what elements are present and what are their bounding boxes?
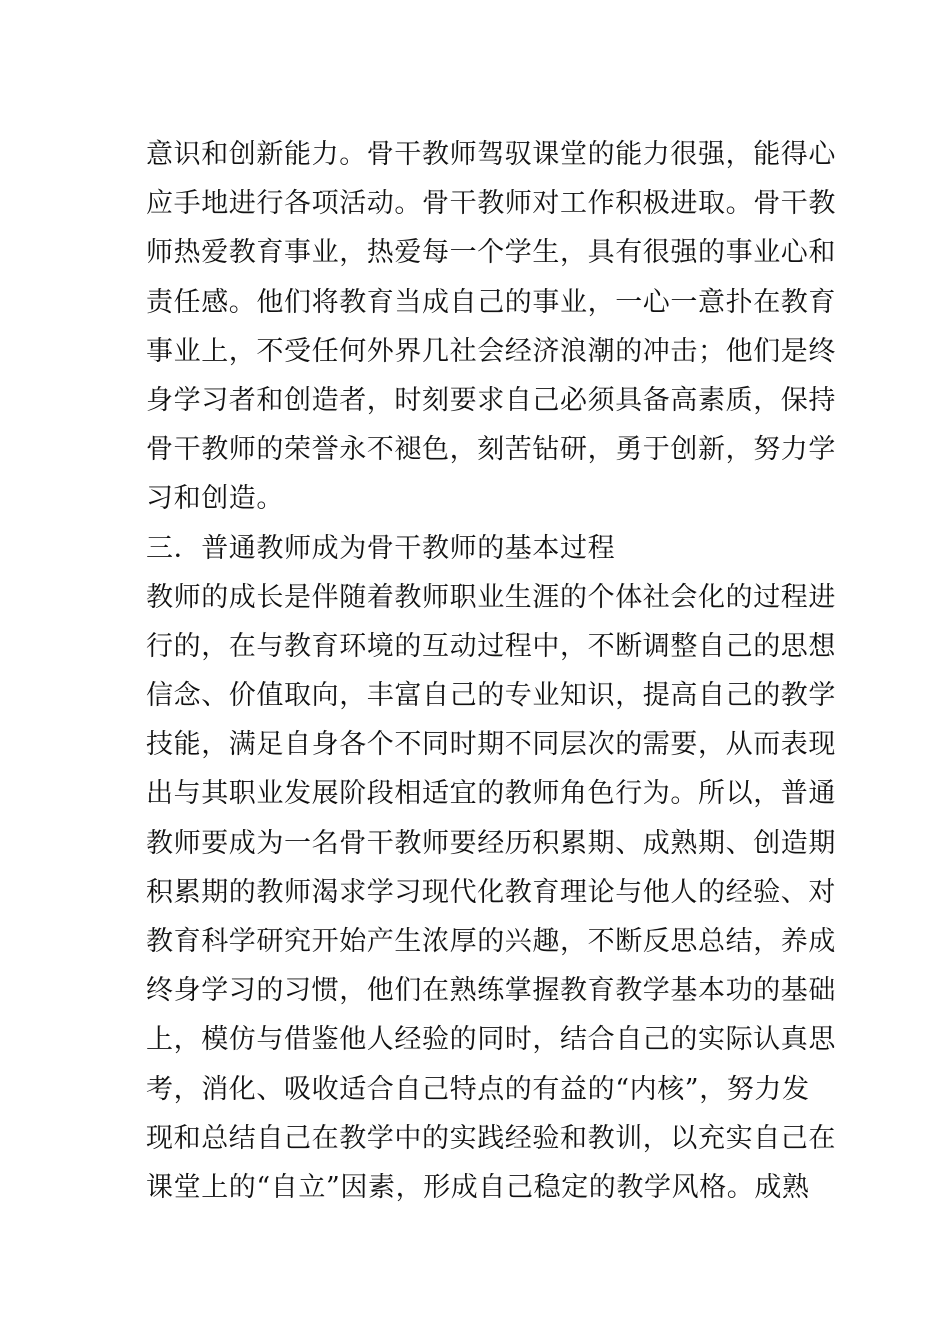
text-line: 出与其职业发展阶段相适宜的教师角色行为。所以，普通 xyxy=(146,778,836,810)
text-line: 师热爱教育事业，热爱每一个学生，具有很强的事业心和 xyxy=(146,237,836,269)
text-line: 积累期的教师渴求学习现代化教育理论与他人的经验、对 xyxy=(146,876,836,908)
text-line: 身学习者和创造者，时刻要求自己必须具备高素质，保持 xyxy=(146,384,836,416)
text-line: 行的，在与教育环境的互动过程中，不断调整自己的思想 xyxy=(146,630,836,662)
text-line: 终身学习的习惯，他们在熟练掌握教育教学基本功的基础 xyxy=(146,975,836,1007)
text-line: 应手地进行各项活动。骨干教师对工作积极进取。骨干教 xyxy=(146,188,836,220)
body-text xyxy=(146,130,836,1212)
text-line: 教师的成长是伴随着教师职业生涯的个体社会化的过程进 xyxy=(146,581,836,613)
text-line: 课堂上的“自立”因素，形成自己稳定的教学风格。成熟 xyxy=(146,1171,810,1203)
text-line: 信念、价值取向，丰富自己的专业知识，提高自己的教学 xyxy=(146,680,836,712)
text-line: 技能，满足自身各个不同时期不同层次的需要，从而表现 xyxy=(146,729,836,761)
section-heading: 三．普通教师成为骨干教师的基本过程 xyxy=(146,532,616,564)
text-line: 习和创造。 xyxy=(146,483,284,515)
text-line: 责任感。他们将教育当成自己的事业，一心一意扑在教育 xyxy=(146,286,836,318)
text-line: 现和总结自己在教学中的实践经验和教训，以充实自己在 xyxy=(146,1122,836,1154)
text-line: 教师要成为一名骨干教师要经历积累期、成熟期、创造期 xyxy=(146,827,836,859)
text-line: 上，模仿与借鉴他人经验的同时，结合自己的实际认真思 xyxy=(146,1024,836,1056)
text-line: 教育科学研究开始产生浓厚的兴趣，不断反思总结，养成 xyxy=(146,926,836,957)
text-line: 事业上，不受任何外界几社会经济浪潮的冲击；他们是终 xyxy=(146,335,836,367)
text-line: 骨干教师的荣誉永不褪色，刻苦钻研，勇于创新，努力学 xyxy=(146,434,836,466)
text-line: 意识和创新能力。骨干教师驾驭课堂的能力很强，能得心 xyxy=(146,139,836,170)
text-line: 考，消化、吸收适合自己特点的有益的“内核”，努力发 xyxy=(146,1073,810,1105)
